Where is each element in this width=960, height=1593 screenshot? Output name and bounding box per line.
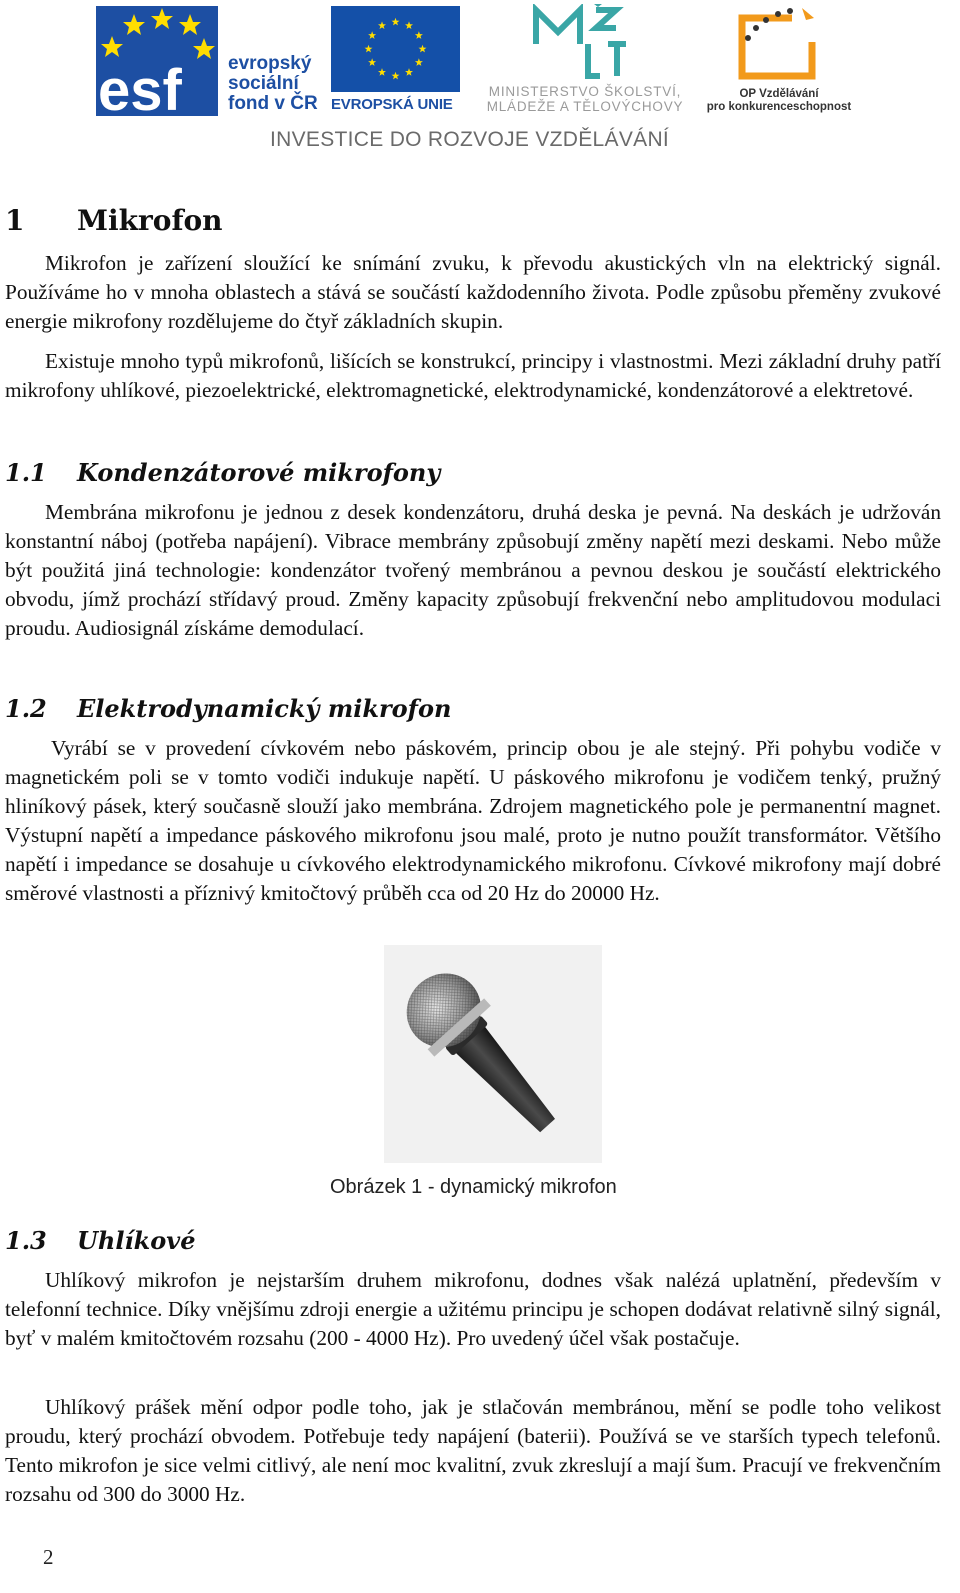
- heading-number: 1.2: [5, 694, 47, 723]
- page-number: 2: [43, 1545, 54, 1569]
- eu-flag-icon: [331, 6, 460, 92]
- figure-caption: Obrázek 1 - dynamický mikrofon: [330, 1176, 617, 1198]
- dynamic-microphone-photo-icon: [384, 945, 602, 1163]
- heading-1: [5, 204, 223, 237]
- heading-title: Mikrofon: [77, 204, 223, 237]
- heading-title: Kondenzátorové mikrofony: [77, 458, 441, 487]
- tagline: INVESTICE DO ROZVOJE VZDĚLÁVÁNÍ: [270, 128, 670, 151]
- msmt-logo: [470, 4, 700, 116]
- paragraph-carbon-1: Uhlíkový mikrofon je nejstarším druhem mikrofonu, dodnes však nalézá uplatnění, především v telefonní technice. Díky vnějšímu zdroji energie a užitému principu je schopen dodávat relativně silný signál, byť v malém kmitočtovém rozsahu (200 - 4000 Hz). Pro uvedený účel však postačuje.: [5, 1268, 941, 1350]
- heading-title: Uhlíkové: [77, 1226, 196, 1255]
- paragraph-dynamic: Vyrábí se v provedení cívkovém nebo páskovém, princip obou je ale stejný. Při pohybu vodiče v magnetickém poli se v tomto vodiči indukuje napětí. U páskového mikrofonu je vodičem tenký, pružný hliníkový pásek, který současně slouží jako membrána. Zdrojem magnetického pole je permanentní magnet. Výstupní napětí a impedance páskového mikrofonu jsou malé, proto je nutno použít transformátor. Většího napětí i impedance se dosahuje u cívkového elektrodynamického mikrofonu. Cívkové mikrofony mají dobré směrové vlastnosti a příznivý kmitočtový průběh cca od 20 Hz do 20000 Hz.: [5, 736, 941, 905]
- paragraph-carbon-2: Uhlíkový prášek mění odpor podle toho, jak je stlačován membránou, mění se podle toho velikost proudu, který prochází obvodem. Potřebuje tedy napájení (baterii). Používá se ve starších typech telefonů. Tento mikrofon je sice velmi citlivý, ale není moc kvalitní, zvuk zkreslují a mají šum. Pracují ve frekvenčním rozsahu od 300 do 3000 Hz.: [5, 1395, 941, 1506]
- heading-number: 1.3: [5, 1226, 47, 1255]
- heading-title: Elektrodynamický mikrofon: [77, 694, 452, 723]
- esf-logo-text: evropský sociální fond v ČR: [228, 53, 318, 114]
- op-logo: [704, 4, 854, 116]
- msmt-logo-icon: [530, 4, 642, 80]
- svg-text:esf: esf: [98, 58, 182, 116]
- heading-number: 1: [5, 204, 25, 237]
- heading-1-3: [5, 1226, 195, 1255]
- logo-band: [0, 0, 960, 160]
- esf-stars-logo-icon: [96, 6, 218, 116]
- eu-logo: [331, 6, 460, 113]
- paragraph-condenser: Membrána mikrofonu je jednou z desek kondenzátoru, druhá deska je pevná. Na deskách je udržován konstantní náboj (potřeba napájení). Vibrace membrány způsobují změny napětí mezi deskami. Nebo může být použitá jiná technologie: kondenzátor tvořený membránou a pevnou deskou je součástí elektrického obvodu, jímž prochází střídavý proud. Změny kapacity způsobují frekvenční nebo amplitudovou modulaci proudu. Audiosignál získáme demodulací.: [5, 500, 941, 640]
- heading-number: 1.1: [5, 458, 47, 487]
- heading-1-1: [5, 458, 440, 487]
- op-logo-icon: [734, 4, 826, 82]
- op-logo-text: OP Vzdělávání pro konkurenceschopnost: [706, 88, 852, 113]
- eu-logo-label: EVROPSKÁ UNIE: [331, 96, 453, 113]
- msmt-logo-text: MINISTERSTVO ŠKOLSTVÍ, MLÁDEŽE A TĚLOVÝCHOVY: [486, 84, 684, 114]
- esf-logo: [96, 6, 320, 116]
- paragraph-intro-1: Mikrofon je zařízení sloužící ke snímání zvuku, k převodu akustických vln na elektrický signál. Používáme ho v mnoha oblastech a stává se součástí každodenního života. Podle způsobu přeměny zvukové energie mikrofony rozdělujeme do čtyř základních skupin.: [5, 251, 941, 333]
- microphone-figure: [384, 945, 602, 1163]
- paragraph-intro-2: Existuje mnoho typů mikrofonů, lišících se konstrukcí, principy i vlastnostmi. Mezi základní druhy patří mikrofony uhlíkové, piezoelektrické, elektromagnetické, elektrodynamické, kondenzátorové a elektretové.: [5, 349, 941, 402]
- heading-1-2: [5, 694, 451, 723]
